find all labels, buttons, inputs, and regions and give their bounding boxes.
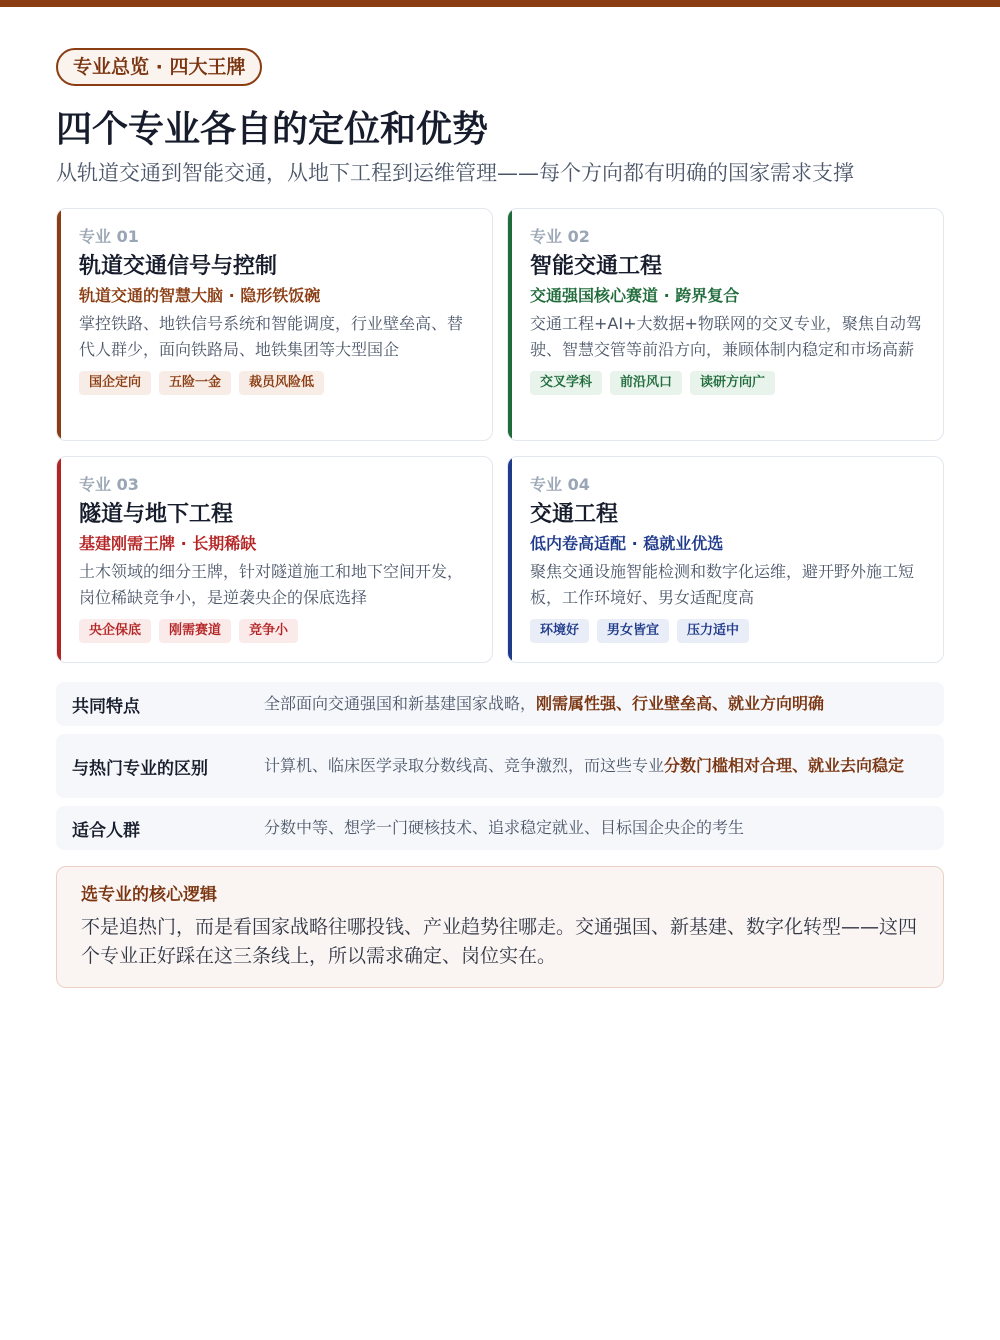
feature-text: 全部面向交通强国和新基建国家战略，刚需属性强、行业壁垒高、就业方向明确 [264,694,825,713]
major-number: 专业 01 [79,227,139,246]
feature-label: 共同特点 [72,696,140,717]
page-subtitle: 从轨道交通到智能交通，从地下工程到运维管理——每个方向都有明确的国家需求支撑 [56,161,854,185]
major-number: 专业 04 [530,475,590,494]
feature-label: 与热门专业的区别 [72,758,208,779]
major-tag: 裁员风险低 [239,371,324,395]
major-card-01 [56,208,493,441]
feature-row-common [56,682,944,726]
major-tags [79,371,472,395]
top-accent-bar [0,0,1000,7]
feature-text: 计算机、临床医学录取分数线高、竞争激烈，而这些专业分数门槛相对合理、就业去向稳定 [264,756,905,775]
core-logic-title: 选专业的核心逻辑 [81,885,217,905]
major-description: 土木领域的细分王牌，针对隧道施工和地下空间开发，岗位稀缺竞争小，是逆袭央企的保底选择 [79,562,464,607]
feature-row-difference [56,734,944,798]
page [56,48,944,967]
major-tags [530,371,923,395]
major-slogan: 基建刚需王牌 · 长期稀缺 [79,534,257,553]
major-tag: 读研方向广 [690,371,775,395]
major-number: 专业 03 [79,475,139,494]
major-slogan: 低内卷高适配 · 稳就业优选 [530,534,724,553]
feature-highlight: 分数门槛相对合理、就业去向稳定 [664,756,905,775]
major-tags [530,619,923,643]
major-card-02 [507,208,944,441]
major-name: 智能交通工程 [530,254,663,279]
major-tag: 央企保底 [79,619,151,643]
major-tags [79,619,472,643]
major-description: 交通工程+AI+大数据+物联网的交叉专业，聚焦自动驾驶、智慧交管等前沿方向，兼顾体制内稳定和市场高薪 [530,314,922,359]
page-title: 四个专业各自的定位和优势 [56,109,489,150]
major-slogan: 轨道交通的智慧大脑 · 隐形铁饭碗 [79,286,321,305]
feature-row-audience [56,806,944,850]
core-logic-text: 不是追热门，而是看国家战略往哪投钱、产业趋势往哪走。交通强国、新基建、数字化转型——这四个专业正好踩在这三条线上，所以需求确定、岗位实在。 [81,916,918,967]
major-card-03 [56,456,493,663]
major-slogan: 交通强国核心赛道 · 跨界复合 [530,286,740,305]
section-tag: 专业总览 · 四大王牌 [56,48,262,86]
major-description: 掌控铁路、地铁信号系统和智能调度，行业壁垒高、替代人群少，面向铁路局、地铁集团等大型国企 [79,314,464,359]
major-name: 交通工程 [530,502,619,527]
major-tag: 男女皆宜 [597,619,669,643]
feature-highlight: 刚需属性强、行业壁垒高、就业方向明确 [536,694,825,713]
major-name: 隧道与地下工程 [79,502,234,527]
major-tag: 刚需赛道 [159,619,231,643]
major-name: 轨道交通信号与控制 [79,254,278,279]
major-description: 聚焦交通设施智能检测和数字化运维，避开野外施工短板，工作环境好、男女适配度高 [530,562,915,607]
major-card-04 [507,456,944,663]
major-tag: 前沿风口 [610,371,682,395]
feature-text: 分数中等、想学一门硬核技术、追求稳定就业、目标国企央企的考生 [264,818,745,837]
major-tag: 环境好 [530,619,589,643]
major-tag: 竞争小 [239,619,298,643]
major-tag: 五险一金 [159,371,231,395]
feature-label: 适合人群 [72,820,140,841]
core-logic-box [56,866,944,988]
major-number: 专业 02 [530,227,590,246]
major-tag: 压力适中 [677,619,749,643]
major-tag: 国企定向 [79,371,151,395]
major-tag: 交叉学科 [530,371,602,395]
